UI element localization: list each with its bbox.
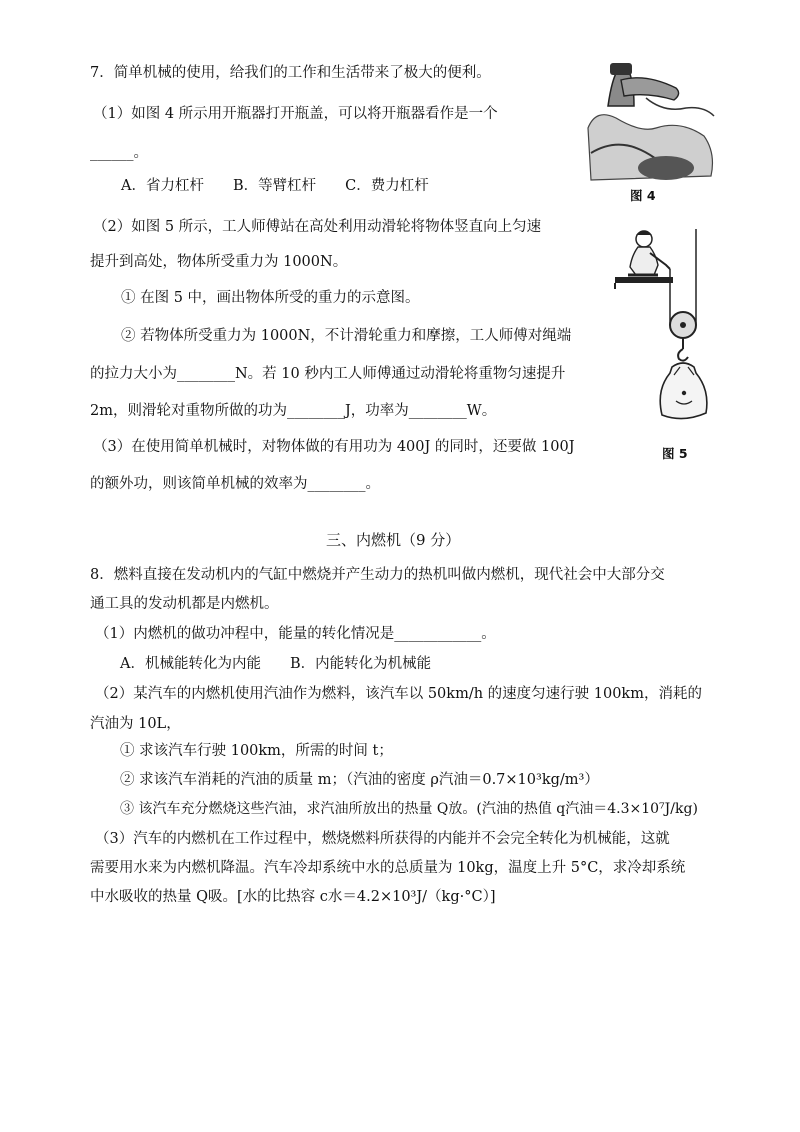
q8-part2-line2: 汽油为 10L， [90, 716, 181, 732]
q7-part3-line1: （3）在使用简单机械时，对物体做的有用功为 400J 的同时，还要做 100J [93, 439, 575, 455]
figure-4-caption: 图 4 [630, 188, 656, 203]
q7-part2-sub2-line3: 2m，则滑轮对重物所做的功为________J，功率为________W。 [90, 403, 497, 419]
q8-part2-line1: （2）某汽车的内燃机使用汽油作为燃料，该汽车以 50km/h 的速度匀速行驶 100km，消耗的 [95, 686, 702, 702]
q7-part1-blank: ______。 [90, 145, 148, 161]
section-3-title: 三、内燃机（9 分） [326, 531, 461, 549]
q7-part2-sub2-line1: ② 若物体所受重力为 1000N，不计滑轮重力和摩擦，工人师傅对绳端 [121, 328, 572, 344]
q7-part1-line1: （1）如图 4 所示用开瓶器打开瓶盖，可以将开瓶器看作是一个 [93, 106, 498, 122]
q7-part2-sub1: ① 在图 5 中，画出物体所受的重力的示意图。 [121, 290, 420, 306]
q8-part3-line2: 需要用水来为内燃机降温。汽车冷却系统中水的总质量为 10kg，温度上升 5°C，求冷却系统 [90, 860, 686, 876]
q7-part1-options: A．省力杠杆 B．等臂杠杆 C．费力杠杆 [121, 178, 429, 194]
figure-5-caption: 图 5 [662, 446, 688, 461]
q8-part3-line3: 中水吸收的热量 Q吸。[水的比热容 c水＝4.2×10³J/（kg·°C）] [90, 889, 496, 905]
figure-5-pulley-diagram [610, 225, 720, 430]
q8-part2-sub1: ① 求该汽车行驶 100km，所需的时间 t； [120, 743, 393, 759]
q8-stem-line2: 通工具的发动机都是内燃机。 [90, 596, 279, 612]
q8-part3-line1: （3）汽车的内燃机在工作过程中，燃烧燃料所获得的内能并不会完全转化为机械能，这就 [95, 831, 670, 847]
q8-part1-options: A．机械能转化为内能 B．内能转化为机械能 [120, 656, 432, 672]
q7-stem: 7．简单机械的使用，给我们的工作和生活带来了极大的便利。 [90, 65, 491, 81]
q8-part2-sub3: ③ 该汽车充分燃烧这些汽油，求汽油所放出的热量 Q放。(汽油的热值 q汽油＝4.3×10⁷J/kg) [120, 801, 698, 817]
q8-stem-line1: 8．燃料直接在发动机内的气缸中燃烧并产生动力的热机叫做内燃机，现代社会中大部分交 [90, 567, 665, 583]
q8-part2-sub2: ② 求该汽车消耗的汽油的质量 m；（汽油的密度 ρ汽油＝0.7×10³kg/m³） [120, 772, 599, 788]
q7-part2-sub2-line2: 的拉力大小为________N。若 10 秒内工人师傅通过动滑轮将重物匀速提升 [90, 366, 566, 382]
q7-part2-line1: （2）如图 5 所示，工人师傅站在高处利用动滑轮将物体竖直向上匀速 [93, 219, 542, 235]
q7-part3-line2: 的额外功，则该简单机械的效率为________。 [90, 476, 380, 492]
figure-4-bottle-opener-image [586, 58, 718, 186]
q7-part2-line2: 提升到高处，物体所受重力为 1000N。 [90, 254, 348, 270]
q8-part1-line1: （1）内燃机的做功冲程中，能量的转化情况是____________。 [95, 626, 496, 642]
